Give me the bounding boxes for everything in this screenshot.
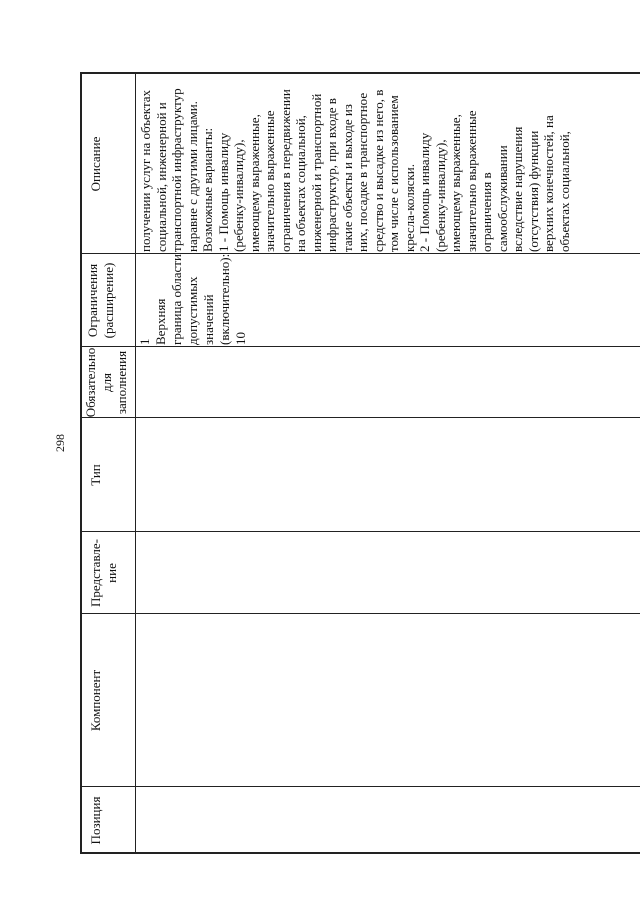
- col-divider-6: [80, 253, 640, 254]
- header-divider: [135, 72, 136, 854]
- col-divider-3: [80, 531, 640, 532]
- header-component: Компонент: [88, 669, 103, 732]
- col-divider-1: [80, 786, 640, 787]
- limit-cell: 1 Верхняя граница области допустимых значений (включительно): 10: [137, 253, 248, 345]
- description-cell: получении услуг на объектах социальной, инженерной и транспортной инфраструктур наравне с другими лицами. Возможные варианты: 1 - Помощь инвалиду (ребенку-инвалиду), имеющему выраженные, значительно выраженные ограничения в передвижении на объектах социальной, инженерной и транспортной инфраструктур, при входе в такие объекты и выходе из них, посадке в транспортное средство и высадке из него, в том числе с использованием кресла-коляски. 2 - Помощь инвалиду (ребенку-инвалиду), имеющему выраженные, значительно выраженные ограничения в самообслуживании вследствие нарушения (отсутствия) функции верхних конечностей, на объектах социальной,: [138, 88, 572, 252]
- header-position: Позиция: [88, 796, 103, 845]
- header-representation: Представле- ние: [88, 538, 119, 608]
- table-border-right: [80, 73, 640, 75]
- header-mandatory: Обязательно для заполнения: [83, 347, 129, 418]
- header-limit: Ограничения (расширение): [85, 262, 116, 339]
- table-border-left: [80, 853, 640, 855]
- page-number: 298: [53, 434, 67, 452]
- table-border-top: [80, 72, 82, 854]
- header-type: Тип: [88, 464, 103, 486]
- col-divider-4: [80, 417, 640, 418]
- header-description: Описание: [88, 136, 103, 192]
- rotated-table: [80, 72, 640, 854]
- col-divider-5: [80, 346, 640, 347]
- col-divider-2: [80, 613, 640, 614]
